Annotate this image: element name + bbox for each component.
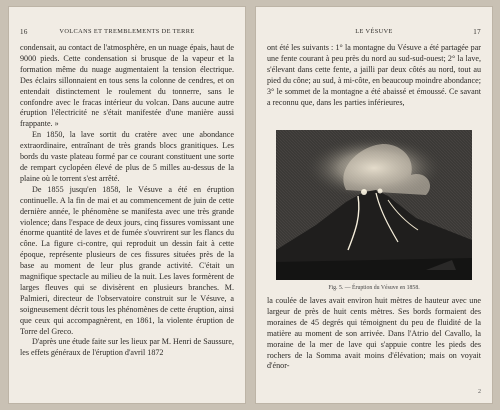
right-body-text-top [267,43,481,108]
left-running-head [20,28,234,38]
left-page [8,6,246,404]
left-running-title: VOLCANS ET TREMBLEMENTS DE TERRE [59,28,195,35]
paragraph: condensait, au contact de l'atmosphère, en un nuage épais, haut de 9000 pieds. Cette condensation si brusque de la vapeur et la formation même du nuage augmentaient la tension électrique. Des éclairs sillonnaient en tous sens la colonne de cendres, et on entendait distinctement le roulement du tonnerre, sans le confondre avec le fracas intérieur du volcan. Dans aucune autre éruption l'électricité ne s'était manifestée d'une manière aussi frappante. » [20,43,234,129]
paragraph: D'après une étude faite sur les lieux par M. Henri de Saussure, les effets généraux de l'éruption d'avril 1872 [20,337,234,358]
right-body-text-bottom [267,296,481,372]
right-page [255,6,493,404]
paragraph: En 1850, la lave sortit du cratère avec une abondance extraordinaire, entraînant de très grands blocs granitiques. Les bords du vaste plateau formé par ce courant constituent une sorte de rempart cyclopéen élevé de plus de 5 milles au-dessus de la plaine où le torrent s'est arrêté. [20,130,234,183]
left-body-text [20,43,234,359]
signature-mark: 2 [478,389,481,395]
right-page-number: 17 [473,28,481,36]
left-page-number: 16 [20,28,28,36]
figure-caption: Fig. 5. — Éruption du Vésuve en 1858. [328,285,420,291]
vesuvius-eruption-illustration [276,130,472,280]
paragraph: ont été les suivants : 1° la montagne du Vésuve a été partagée par une fente courant à peu près du nord au sud-sud-ouest; 2° la lave, s'élevant dans cette fente, a jailli par deux côtés au nord, tout au pied du cône; au sud, à mi-côte, en beaucoup moindre abondance; 3° le sommet de la montagne a été abaissé et émoussé. Ce savant a reconnu que, dans les parties inférieures, [267,43,481,107]
eruption-engraving [276,130,472,280]
paragraph: De 1855 jusqu'en 1858, le Vésuve a été en éruption continuelle. A la fin de mai et au commencement de juin de cette dernière année, le phénomène se manifesta avec une très grande violence; dans l'espace de deux jours, cinq fissures vomissant une énorme quantité de laves et de fumée s'ouvrirent sur les flancs du cône. La figure ci-contre, qui reproduit un dessin fait à cette époque, représente plusieurs de ces fissures situées près de la base au moment de leur plus grande activité. C'était un magnifique spectacle au milieu de la nuit. Les laves formèrent de larges fleuves qui se divisèrent en plusieurs branches. M. Palmieri, directeur de l'observatoire construit sur le Vésuve, a soigneusement décrit tous les phénomènes de cette éruption, ainsi que ceux qui accompagnèrent, en 1861, la violente éruption de Torre del Greco. [20,184,234,336]
paragraph: la coulée de laves avait environ huit mètres de hauteur avec une largeur de près de huit cents mètres. Ses bords formaient des moraines de 45 degrés qui témoignent du peu de fluidité de la matière au moment de son arrivée. Dans l'Atrio del Cavallo, la moraine de la mer de lave qui s'appuie contre les pieds des rochers de la Somma avait moins d'élévation; mais on voyait d'énor- [267,296,481,371]
right-running-title: LE VÉSUVE [355,28,393,35]
right-running-head [267,28,481,38]
